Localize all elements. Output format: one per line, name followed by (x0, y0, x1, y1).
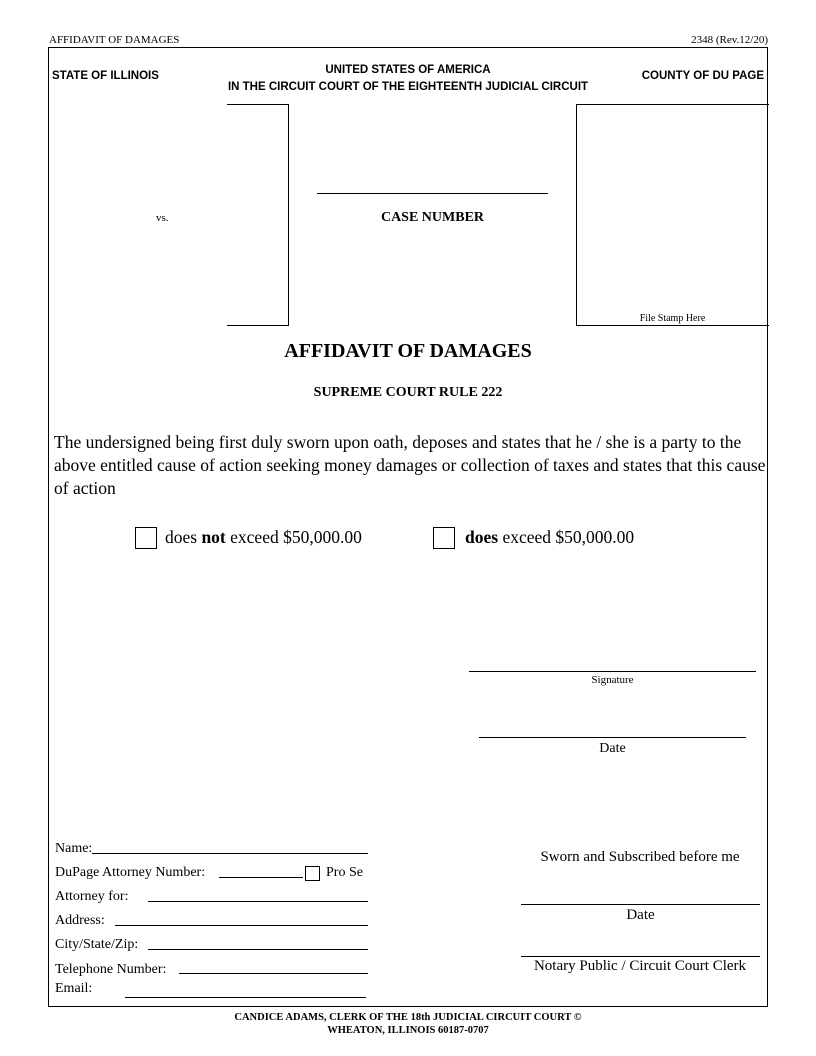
pro-se-label: Pro Se (326, 865, 363, 880)
exceed-option-label: does exceed $50,000.00 (465, 527, 635, 547)
exceed-checkbox[interactable] (433, 527, 455, 549)
telephone-label: Telephone Number: (55, 962, 167, 977)
party-box-top-line (227, 104, 289, 105)
notary-date-line[interactable] (521, 904, 760, 905)
party-box-right-line (288, 104, 289, 326)
attorney-for-label: Attorney for: (55, 889, 129, 904)
not-exceed-option-label: does not exceed $50,000.00 (165, 527, 362, 547)
versus-label: vs. (156, 212, 169, 224)
case-number-label: CASE NUMBER (380, 210, 485, 225)
footer-clerk: CANDICE ADAMS, CLERK OF THE 18th JUDICIAL CIRCUIT COURT © (234, 1012, 582, 1023)
notary-date-label: Date (626, 907, 655, 923)
case-number-line[interactable] (317, 193, 548, 194)
signature-line[interactable] (469, 671, 756, 672)
signature-date-label: Date (599, 741, 626, 756)
address-label: Address: (55, 913, 105, 928)
signature-date-line[interactable] (479, 737, 746, 738)
sworn-label: Sworn and Subscribed before me (540, 849, 740, 865)
dupage-attorney-number-label: DuPage Attorney Number: (55, 865, 206, 880)
name-line[interactable] (92, 853, 368, 854)
signature-label: Signature (591, 674, 634, 686)
form-title-header: AFFIDAVIT OF DAMAGES (49, 34, 180, 46)
county-label: COUNTY OF DU PAGE (641, 70, 764, 82)
notary-signature-line[interactable] (521, 956, 760, 957)
not-exceed-checkbox[interactable] (135, 527, 157, 549)
notary-label: Notary Public / Circuit Court Clerk (533, 958, 747, 974)
email-line[interactable] (125, 997, 366, 998)
file-stamp-box (576, 104, 769, 326)
document-title: AFFIDAVIT OF DAMAGES (284, 340, 532, 362)
file-stamp-label: File Stamp Here (639, 313, 706, 324)
telephone-line[interactable] (179, 973, 368, 974)
dupage-attorney-number-line[interactable] (219, 877, 303, 878)
pro-se-checkbox[interactable] (305, 866, 320, 881)
footer-address: WHEATON, ILLINOIS 60187-0707 (327, 1025, 489, 1036)
affidavit-statement: The undersigned being first duly sworn upon oath, deposes and states that he / she is a party to the above entitled cause of action seeking money damages or collection of taxes and states that this cause of action (54, 432, 766, 498)
document-subtitle: SUPREME COURT RULE 222 (313, 385, 503, 400)
state-label: STATE OF ILLINOIS (52, 70, 159, 82)
city-state-zip-label: City/State/Zip: (55, 937, 139, 952)
email-label: Email: (55, 981, 93, 996)
circuit-label: IN THE CIRCUIT COURT OF THE EIGHTEENTH JUDICIAL CIRCUIT (227, 81, 589, 93)
party-box-bottom-line (227, 325, 289, 326)
attorney-for-line[interactable] (148, 901, 368, 902)
city-state-zip-line[interactable] (148, 949, 368, 950)
name-label: Name: (55, 841, 93, 856)
address-line[interactable] (115, 925, 368, 926)
country-label: UNITED STATES OF AMERICA (325, 64, 491, 76)
form-number: 2348 (Rev.12/20) (691, 34, 768, 46)
